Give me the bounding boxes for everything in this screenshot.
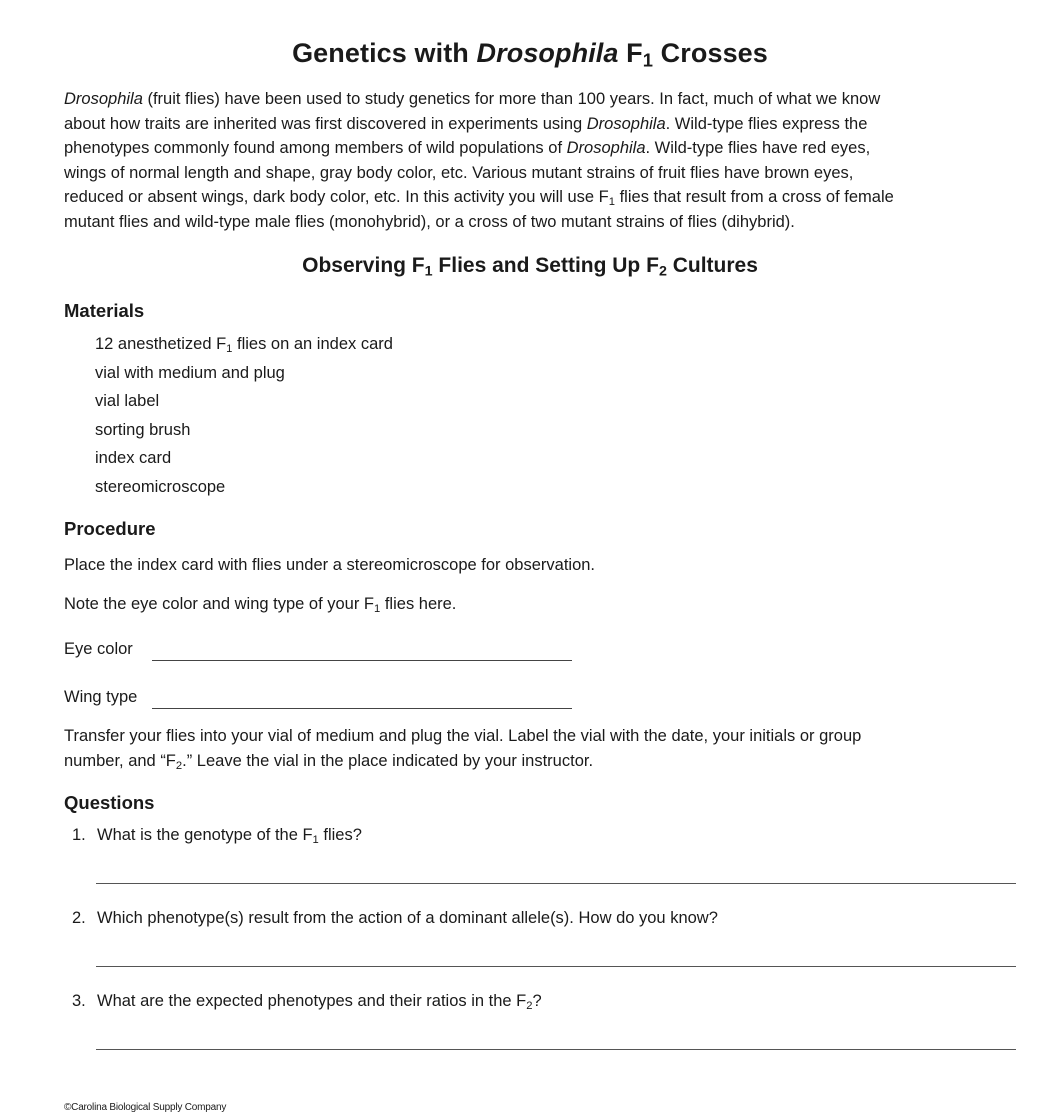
list-item: vial with medium and plug xyxy=(95,363,285,382)
question-3: 3. What are the expected phenotypes and their ratios in the $F_2$? xyxy=(72,992,542,1012)
procedure-heading: Procedure xyxy=(64,518,156,539)
procedure-step-note: Note the eye color and wing type of your $F_1$ flies here. xyxy=(64,595,457,615)
list-item: sorting brush xyxy=(95,420,191,439)
answer-line-3[interactable] xyxy=(96,1049,1016,1050)
intro-paragraph: Drosophila (fruit flies) have been used to study genetics for more than 100 years. In fact, much of what we know about how traits are inherited was first discovered in experiments using Drosophila. Wild-type flies express the phenotypes commonly found among members of wild populations of Drosophila. Wild-type flies have red eyes, wings of normal length and shape, gray body color, etc. Various mutant strains of fruit flies have brown eyes, reduced or absent wings, dark body color, etc. In this activity you will use $F_1$ flies that result from a cross of female mutant flies and wild-type male flies (monohybrid), or a cross of two mutant strains of flies (dihybrid). xyxy=(64,90,894,231)
materials-heading: Materials xyxy=(64,300,145,321)
section-subtitle: Observing $F_1$ Flies and Setting Up $F_2$ Cultures xyxy=(302,254,758,280)
copyright-footer: ©Carolina Biological Supply Company xyxy=(64,1102,227,1113)
procedure-step-observe: Place the index card with flies under a stereomicroscope for observation. xyxy=(64,556,596,574)
wing-type-label: Wing type xyxy=(64,688,138,706)
list-item: index card xyxy=(95,449,172,468)
list-item: vial label xyxy=(95,392,160,411)
eye-color-label: Eye color xyxy=(64,640,133,658)
page-title: Genetics with Drosophila $F_1$ Crosses xyxy=(292,38,768,71)
question-2: 2. Which phenotype(s) result from the action of a dominant allele(s). How do you know? xyxy=(72,909,718,927)
wing-type-field[interactable] xyxy=(152,708,572,709)
question-1: 1. What is the genotype of the $F_1$ flies? xyxy=(72,826,362,846)
procedure-transfer-text: Transfer your flies into your vial of medium and plug the vial. Label the vial with the date, your initials or group number, and “$F_2$.” Leave the vial in the place indicated by your instructor. xyxy=(64,727,862,772)
answer-line-1[interactable] xyxy=(96,883,1016,884)
materials-list xyxy=(95,333,393,505)
list-item: stereomicroscope xyxy=(95,477,226,496)
list-item: 12 anesthetized $F_1$ flies on an index card xyxy=(95,335,393,355)
eye-color-field[interactable] xyxy=(152,660,572,661)
answer-line-2[interactable] xyxy=(96,966,1016,967)
questions-heading: Questions xyxy=(64,792,155,813)
